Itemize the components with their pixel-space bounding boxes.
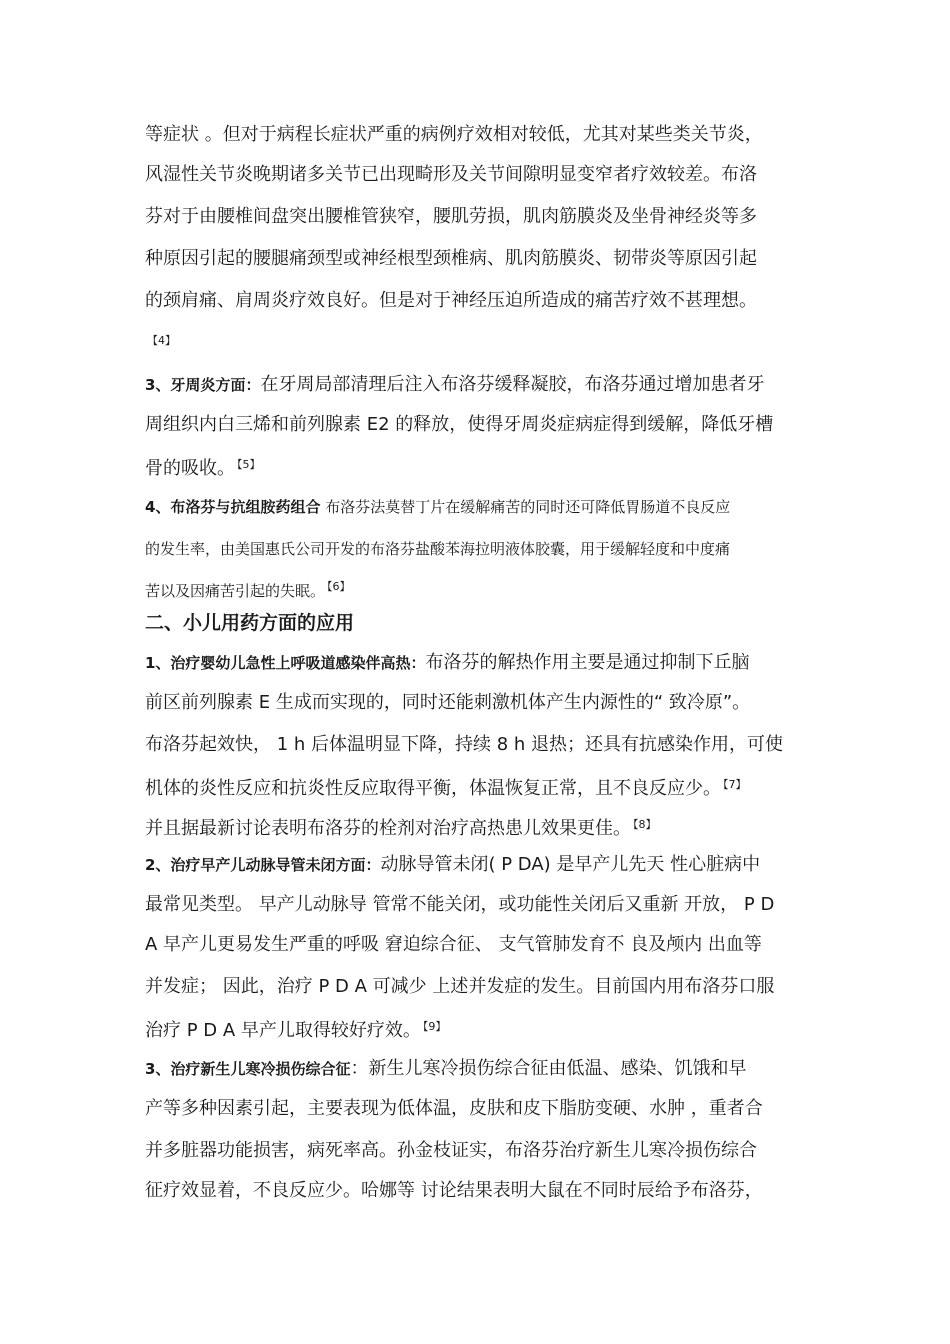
paragraph-line: 前区前列腺素 E 生成而实现的，同时还能刺激机体产生内源性的“ 致冷原”。 (145, 692, 751, 713)
item-text: 布洛芬法莫替丁片在缓解痛苦的同时还可降低胃肠道不良反应 (320, 498, 731, 516)
paragraph-line: 征疗效显着，不良反应少。哈娜等 讨论结果表明大鼠在不同时辰给予布洛芬， (145, 1180, 763, 1201)
item-text: 机体的炎性反应和抗炎性反应取得平衡，体温恢复正常，且不良反应少。 (145, 778, 721, 799)
paragraph-line: 周组织内白三烯和前列腺素 E2 的释放，使得牙周炎症病症得到缓解，降低牙槽 (145, 414, 774, 435)
paragraph-line (145, 650, 749, 676)
citation-mark: 【5】 (237, 458, 261, 471)
paragraph-line (145, 772, 747, 802)
item-text: 治疗 P D A 早产儿取得较好疗效。 (145, 1020, 421, 1041)
paragraph-line (145, 1056, 746, 1082)
paragraph-line: 的颈肩痛、肩周炎疗效良好。但是对于神经压迫所造成的痛苦疗效不甚理想。 (145, 290, 757, 311)
item-text: 苦以及因痛苦引起的失眠。 (145, 582, 326, 600)
paragraph-line: 芬对于由腰椎间盘突出腰椎管狭窄，腰肌劳损，肌肉筋膜炎及坐骨神经炎等多 (145, 206, 757, 227)
citation-ref (145, 328, 176, 358)
item-heading: 1、治疗婴幼儿急性上呼吸道感染伴高热： (145, 654, 426, 672)
paragraph-line: 并多脏器功能损害，病死率高。孙金枝证实，布洛芬治疗新生儿寒冷损伤综合 (145, 1140, 757, 1161)
paragraph-line: 布洛芬起效快， 1 h 后体温明显下降，持续 8 h 退热；还具有抗感染作用，可使 (145, 734, 784, 755)
paragraph-line: 最常见类型。 早产儿动脉导 管常不能关闭，或功能性关闭后又重新 开放， P D (145, 894, 775, 915)
paragraph-line: 并发症； 因此，治疗 P D A 可减少 上述并发症的发生。目前国内用布洛芬口服 (145, 976, 775, 997)
paragraph-line (145, 812, 657, 842)
paragraph-line (145, 574, 351, 604)
item-text: 在牙周局部清理后注入布洛芬缓释凝胶，布洛芬通过增加患者牙 (260, 374, 765, 395)
paragraph-line: 风湿性关节炎晚期诸多关节已出现畸形及关节间隙明显变窄者疗效较差。布洛 (145, 164, 757, 185)
item-text: ：新生儿寒冷损伤综合征由低温、感染、饥饿和早 (350, 1058, 747, 1079)
paragraph-line (145, 852, 760, 878)
citation-mark: 【7】 (723, 778, 747, 791)
item-text: 动脉导管未闭( P DA) 是早产儿先天 性心脏病中 (380, 854, 761, 875)
paragraph-line (145, 1014, 446, 1044)
paragraph-line (145, 494, 730, 520)
paragraph-line: 产等多种因素引起，主要表现为低体温，皮肤和皮下脂肪变硬、水肿 ，重者合 (145, 1098, 763, 1119)
paragraph-line: 的发生率，由美国惠氏公司开发的布洛芬盐酸苯海拉明液体胶囊，用于缓解轻度和中度痛 (145, 540, 731, 558)
citation-mark: 【4】 (147, 334, 176, 347)
item-text: 并且据最新讨论表明布洛芬的栓剂对治疗高热患儿效果更佳。 (145, 818, 631, 839)
item-heading: 3、治疗新生儿寒冷损伤综合征 (145, 1060, 351, 1078)
item-text: 布洛芬的解热作用主要是通过抑制下丘脑 (425, 652, 750, 673)
paragraph-line: 等症状 。但对于病程长症状严重的病例疗效相对较低，尤其对某些类关节炎， (145, 124, 763, 145)
paragraph-line: 种原因引起的腰腿痛颈型或神经根型颈椎病、肌肉筋膜炎、韧带炎等原因引起 (145, 248, 757, 269)
section-heading: 二、小儿用药方面的应用 (145, 612, 355, 634)
paragraph-line (145, 452, 261, 482)
paragraph-line (145, 372, 764, 398)
item-heading: 2、治疗早产儿动脉导管未闭方面： (145, 856, 381, 874)
item-heading: 3、牙周炎方面： (145, 376, 261, 394)
paragraph-line: A 早产儿更易发生严重的呼吸 窘迫综合征、 支气管肺发育不 良及颅内 出血等 (145, 934, 762, 955)
item-text: 骨的吸收。 (145, 458, 235, 479)
citation-mark: 【8】 (633, 818, 657, 831)
item-heading: 4、布洛芬与抗组胺药组合 (145, 498, 321, 516)
citation-mark: 【6】 (327, 580, 351, 593)
citation-mark: 【9】 (422, 1020, 447, 1033)
